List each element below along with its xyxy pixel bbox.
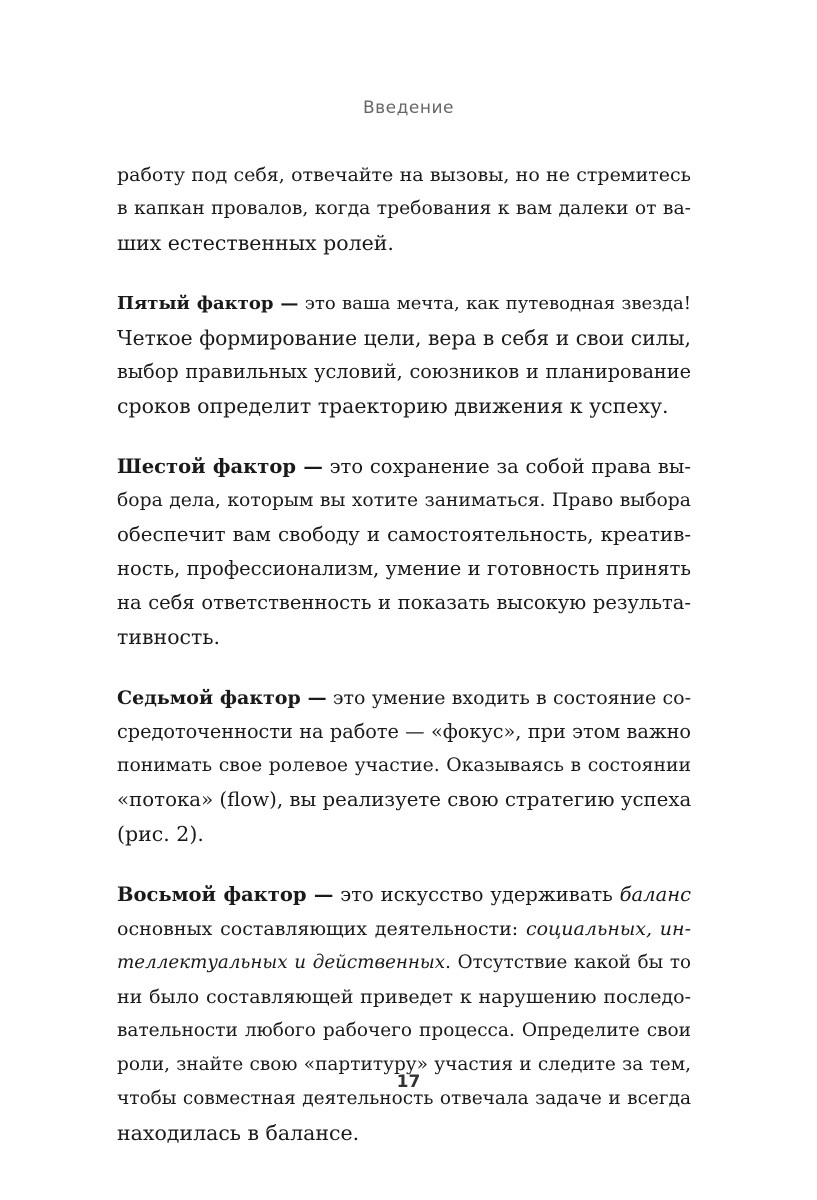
text-segment: ни было составляющей приведет к нарушению последо- <box>117 986 691 1008</box>
text-segment: вательности любого рабочего процесса. Определите свои <box>117 1020 691 1041</box>
text-segment: ность, профессионализм, умение и готовность принять <box>117 557 691 580</box>
text-line <box>117 946 691 980</box>
factor-heading: Восьмой фактор — <box>117 883 334 906</box>
emphasis-text: социальных, ин- <box>525 918 691 940</box>
text-line <box>117 749 691 783</box>
paragraph <box>117 287 691 423</box>
text-segment: на себя ответственность и показать высокую результа- <box>117 591 691 614</box>
text-segment: (рис. 2). <box>117 822 204 846</box>
text-segment: бора дела, которым вы хотите заниматься. Право выбора <box>117 490 691 511</box>
text-segment: находилась в балансе. <box>117 1121 360 1145</box>
text-segment: . Отсутствие какой бы то <box>445 952 691 973</box>
text-line <box>117 980 691 1014</box>
text-line <box>117 287 691 321</box>
text-line <box>117 912 691 946</box>
text-segment: это умение входить в состояние со- <box>326 687 691 709</box>
text-line <box>117 389 691 423</box>
emphasis-text: теллектуальных и действенных <box>117 952 446 973</box>
factor-heading: Седьмой фактор — <box>117 687 327 709</box>
text-segment: это искусство удерживать <box>333 883 620 906</box>
emphasis-text: баланс <box>619 883 691 906</box>
text-line <box>117 192 691 226</box>
text-segment: тивность. <box>117 625 221 649</box>
text-line <box>117 484 691 518</box>
factor-heading: Шестой фактор — <box>117 455 323 478</box>
text-line <box>117 226 691 260</box>
text-line <box>117 620 691 654</box>
text-segment: основных составляющих деятельности: <box>117 918 526 940</box>
text-line <box>117 783 691 817</box>
text-segment: Четкое формирование цели, вера в себя и свои силы, <box>117 326 691 350</box>
text-segment: в капкан провалов, когда требования к вам далеки от ва- <box>117 198 691 219</box>
text-segment: это сохранение за собой права вы- <box>322 455 691 478</box>
text-segment: средоточенности на работе — «фокус», при этом важно <box>117 720 691 743</box>
text-segment: ших естественных ролей. <box>117 231 394 255</box>
text-line <box>117 552 691 586</box>
text-line <box>117 1116 691 1150</box>
text-line <box>117 1014 691 1048</box>
text-line <box>117 878 691 912</box>
paragraph <box>117 681 691 851</box>
body-text <box>117 158 691 1177</box>
text-line <box>117 158 691 192</box>
text-segment: сроков определит траекторию движения к успеху. <box>117 394 669 418</box>
text-segment: роли, знайте свою «партитуру» участия и следите за тем, <box>117 1054 691 1075</box>
text-line <box>117 450 691 484</box>
text-line <box>117 355 691 389</box>
text-segment: работу под себя, отвечайте на вызовы, но не стремитесь <box>117 164 691 186</box>
running-head: Введение <box>363 98 454 118</box>
text-segment: чтобы совместная деятельность отвечала задаче и всегда <box>117 1088 691 1109</box>
paragraph <box>117 878 691 1150</box>
text-segment: понимать свое ролевое участие. Оказываясь в состоянии <box>117 755 691 776</box>
text-segment: это ваша мечта, как путеводная звезда! <box>298 293 691 314</box>
text-line <box>117 321 691 355</box>
text-segment: обеспечит вам свободу и самостоятельность, креатив- <box>117 523 691 546</box>
text-line <box>117 586 691 620</box>
text-line <box>117 681 691 715</box>
text-segment: «потока» (flow), вы реализуете свою стратегию успеха <box>117 788 692 811</box>
page-number: 17 <box>396 1072 421 1092</box>
paragraph <box>117 158 691 260</box>
text-line <box>117 518 691 552</box>
text-line <box>117 817 691 851</box>
text-segment: выбор правильных условий, союзников и планирование <box>117 360 691 383</box>
paragraph <box>117 450 691 654</box>
text-line <box>117 715 691 749</box>
factor-heading: Пятый фактор — <box>117 293 299 314</box>
